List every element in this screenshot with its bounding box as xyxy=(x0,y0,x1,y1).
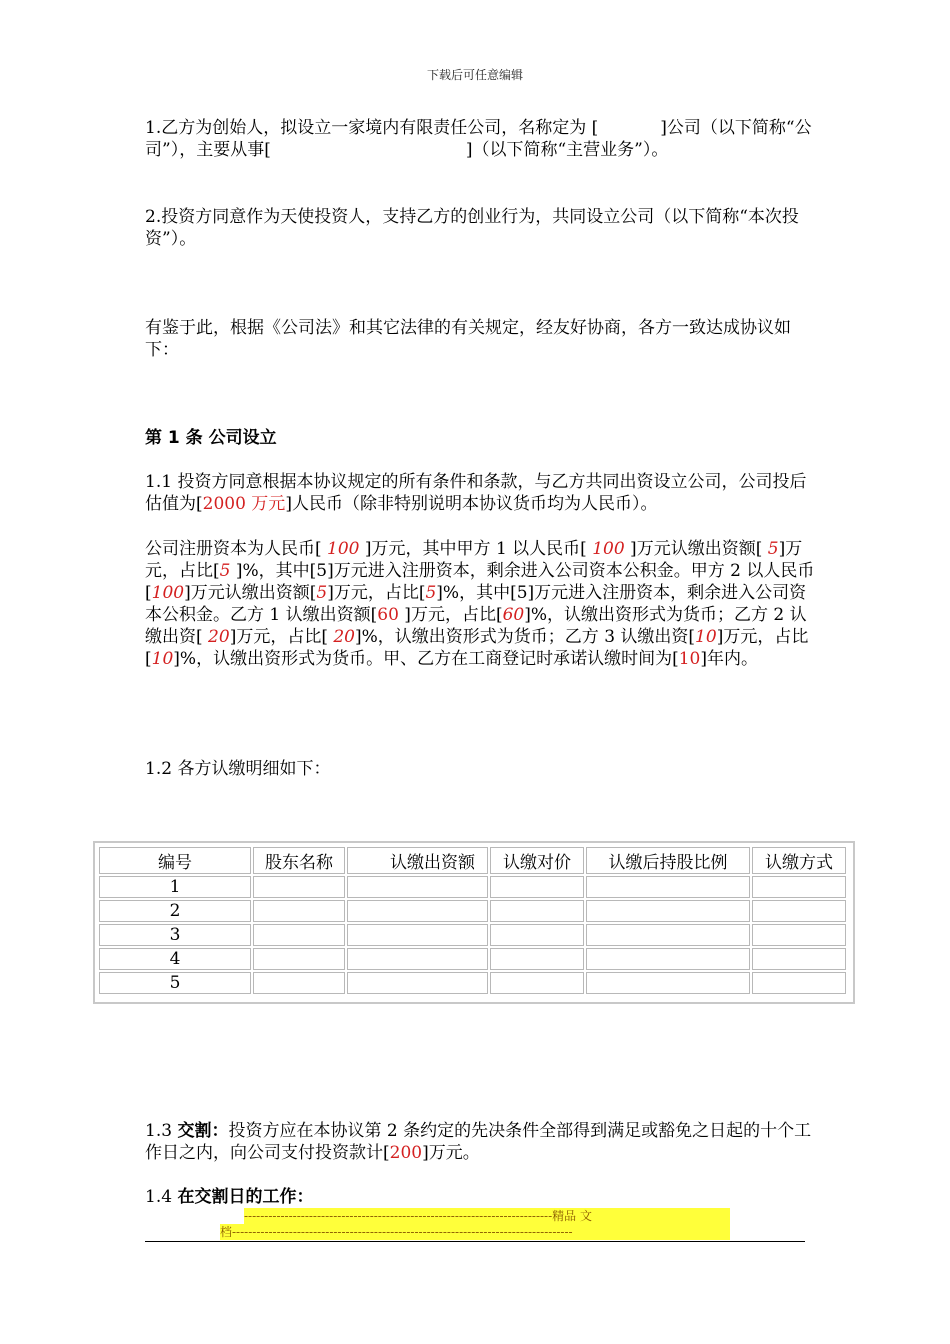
table-row xyxy=(99,948,846,970)
table-cell xyxy=(586,900,750,922)
table-row xyxy=(99,876,846,898)
section-1-2: 1.2 各方认缴明细如下： xyxy=(145,759,331,779)
table-cell xyxy=(586,876,750,898)
cap-text: ]万元，占比[ xyxy=(229,627,334,647)
para1-part-c: ]（以下简称“主营业务”）。 xyxy=(465,140,669,160)
table-cell xyxy=(253,924,345,946)
table-header-cell: 认缴方式 xyxy=(752,847,846,874)
table-cell xyxy=(347,972,488,994)
table-cell xyxy=(253,948,345,970)
table-cell xyxy=(253,876,345,898)
table-cell xyxy=(586,924,750,946)
cap-value: 10 xyxy=(151,649,174,669)
cap-text: 公司注册资本为人民币[ xyxy=(145,539,328,559)
s13-number: 1.3 xyxy=(145,1121,178,1141)
paragraph-whereas: 有鉴于此，根据《公司法》和其它法律的有关规定，经友好协商，各方一致达成协议如下： xyxy=(145,318,791,360)
investment-amount: 200 xyxy=(389,1143,423,1163)
table-cell xyxy=(490,972,584,994)
table-cell-number: 2 xyxy=(99,900,251,922)
table-cell xyxy=(490,876,584,898)
cap-text: ]万元，其中甲方 1 以人民币[ xyxy=(359,539,593,559)
cap-text: ]%，其中[5]万元进入注册资本，剩余进入公司资本公积金。乙方 1 认缴出资额[ xyxy=(145,583,807,625)
cap-text: ]万元，占比[ xyxy=(327,583,426,603)
table-row xyxy=(99,924,846,946)
post-money-valuation: 2000 万元 xyxy=(202,494,286,514)
registered-capital-paragraph xyxy=(145,538,815,670)
table-cell xyxy=(253,972,345,994)
cap-text: ]%，认缴出资形式为货币；乙方 2 认缴出资[ xyxy=(145,605,807,647)
s13-text-a: 投资方应在本协议第 2 条约定的先决条件全部得到满足或豁免之日起的十个工作日之内，向公司支付投资款计[ xyxy=(145,1121,812,1163)
table-cell xyxy=(347,876,488,898)
cap-text: ]%，认缴出资形式为货币；乙方 3 认缴出资[ xyxy=(355,627,696,647)
section-1-1 xyxy=(145,471,815,515)
table-cell xyxy=(347,924,488,946)
s11-text-b: ]人民币（除非特别说明本协议货币均为人民币）。 xyxy=(285,494,658,514)
s14-number: 1.4 xyxy=(145,1187,178,1207)
table-header-cell: 认缴后持股比例 xyxy=(586,847,750,874)
table-cell xyxy=(752,924,846,946)
table-cell xyxy=(752,948,846,970)
article-1-title: 第 1 条 公司设立 xyxy=(145,428,277,448)
table-cell xyxy=(586,972,750,994)
table-cell xyxy=(490,948,584,970)
page-header: 下载后可任意编辑 xyxy=(426,68,523,82)
cap-text: ]年内。 xyxy=(700,649,758,669)
subscription-table xyxy=(93,841,855,1004)
table-cell xyxy=(490,924,584,946)
table-row xyxy=(99,972,846,994)
table-cell xyxy=(752,972,846,994)
table-cell-number: 4 xyxy=(99,948,251,970)
table-row xyxy=(99,900,846,922)
cap-text: ]万元，占比[ xyxy=(145,627,809,669)
table-cell xyxy=(253,900,345,922)
cap-value: 5 xyxy=(425,583,437,603)
section-1-4 xyxy=(145,1186,815,1208)
cap-value: 100 xyxy=(151,583,185,603)
table-header-cell: 认缴对价 xyxy=(490,847,584,874)
cap-value: 20 xyxy=(333,627,355,647)
s11-text-a: 1.1 投资方同意根据本协议规定的所有条件和条款，与乙方共同出资设立公司，公司投后估值为[ xyxy=(145,472,807,514)
footer-line-2: 档------------------------------------------------------------------------------------ xyxy=(220,1224,730,1240)
cap-value: 60 xyxy=(502,605,525,625)
cap-value: 5 xyxy=(316,583,328,603)
watermark-footer xyxy=(220,1208,730,1240)
table-cell xyxy=(490,900,584,922)
s13-closing-label: 交割： xyxy=(177,1121,229,1141)
table-cell-number: 1 xyxy=(99,876,251,898)
para1-part-a: 1.乙方为创始人，拟设立一家境内有限责任公司，名称定为 [ xyxy=(145,118,599,138)
footer-line-1: ----------------------------------------------------------------------------精品 文 xyxy=(244,1208,730,1224)
table-cell xyxy=(752,876,846,898)
cap-value: 60 xyxy=(377,605,399,625)
para1-part-b: ]公司（以下简称“公司”），主要从事[ xyxy=(145,118,812,160)
table-header-cell: 编号 xyxy=(99,847,251,874)
cap-text: ]万元认缴出资额[ xyxy=(624,539,768,559)
table-cell-number: 3 xyxy=(99,924,251,946)
cap-value: 10 xyxy=(695,627,717,647)
cap-text: ]万元认缴出资额[ xyxy=(184,583,317,603)
table-cell-number: 5 xyxy=(99,972,251,994)
table-cell xyxy=(347,948,488,970)
table-header-cell: 认缴出资额 xyxy=(347,847,488,874)
cap-text: ]%，认缴出资形式为货币。甲、乙方在工商登记时承诺认缴时间为[ xyxy=(173,649,679,669)
cap-text: ]万元，占比[ xyxy=(398,605,503,625)
cap-value: 100 xyxy=(327,539,360,559)
table-header-cell: 股东名称 xyxy=(253,847,345,874)
cap-value: 5 xyxy=(219,561,231,581)
paragraph-angel-investor: 2.投资方同意作为天使投资人，支持乙方的创业行为，共同设立公司（以下简称“本次投资”）。 xyxy=(145,207,799,249)
cap-value: 10 xyxy=(678,649,701,669)
table-cell xyxy=(347,900,488,922)
table-cell xyxy=(586,948,750,970)
footer-divider xyxy=(145,1241,805,1242)
cap-value: 20 xyxy=(208,627,230,647)
cap-text: ]万元，占比[ xyxy=(145,539,803,581)
cap-value: 5 xyxy=(767,539,779,559)
paragraph-founder xyxy=(145,117,815,161)
s14-closing-work-label: 在交割日的工作： xyxy=(177,1187,314,1207)
cap-text: ]%，其中[5]万元进入注册资本，剩余进入公司资本公积金。甲方 2 以人民币[ xyxy=(145,561,815,603)
cap-value: 100 xyxy=(592,539,625,559)
table-header-row xyxy=(99,847,846,874)
s13-text-b: ]万元。 xyxy=(422,1143,480,1163)
section-1-3 xyxy=(145,1120,815,1164)
table-cell xyxy=(752,900,846,922)
